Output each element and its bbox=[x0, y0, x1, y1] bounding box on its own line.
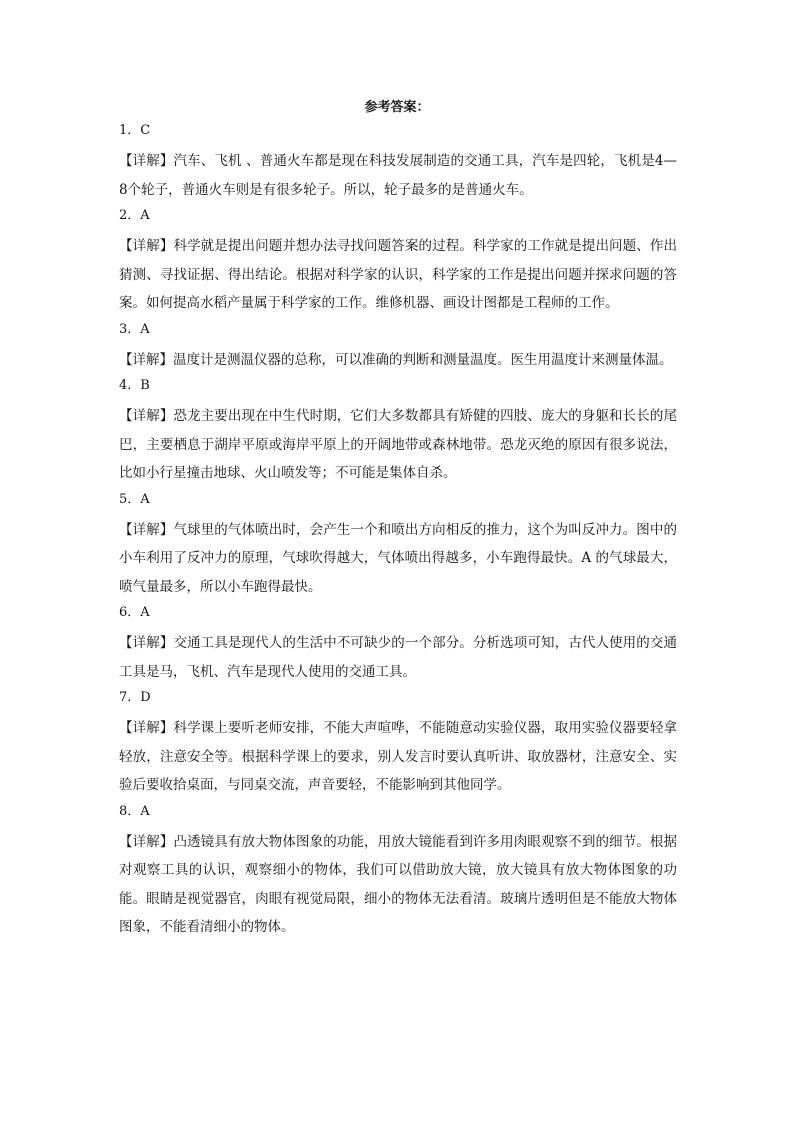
answer-detail bbox=[119, 828, 677, 942]
detail-text: 温度计是测温仪器的总称，可以准确的判断和测量温度。医生用温度计来测量体温。 bbox=[173, 351, 673, 368]
detail-tag: 【详解】 bbox=[119, 720, 174, 736]
detail-text: 气球里的气体喷出时，会产生一个和喷出方向相反的推力，这个为叫反冲力。图中的小车利用了反冲力的原理，气球吹得越大，气体喷出得越多，小车跑得最快。A 的气球最大，喷气量最多，所以小车跑得最快。 bbox=[119, 521, 678, 595]
answer-detail bbox=[119, 402, 677, 488]
answer-list bbox=[119, 120, 677, 943]
detail-tag: 【详解】 bbox=[119, 635, 174, 651]
detail-tag: 【详解】 bbox=[119, 351, 173, 368]
detail-text: 汽车、飞机 、普通火车都是现在科技发展制造的交通工具，汽车是四轮，飞机是4—8个轮子，普通火车则是有很多轮子。所以，轮子最多的是普通火车。 bbox=[119, 153, 677, 198]
detail-text: 凸透镜具有放大物体图象的功能，用放大镜能看到许多用肉眼观察不到的细节。根据对观察工具的认识，观察细小的物体，我们可以借助放大镜，放大镜具有放大物体图象的功能。眼睛是视觉器官，肉眼有视觉局限，细小的物体无法看清。玻璃片透明但是不能放大物体图象，不能看清细小的物体。 bbox=[119, 833, 678, 935]
detail-tag: 【详解】 bbox=[119, 521, 174, 538]
question-number: 7．D bbox=[119, 690, 151, 705]
detail-text: 科学就是提出问题并想办法寻找问题答案的过程。科学家的工作就是提出问题、作出猜测、寻找证据、得出结论。根据对科学家的认识，科学家的工作是提出问题并探求问题的答案。如何提高水稻产量属于科学家的工作。维修机器、画设计图都是工程师的工作。 bbox=[119, 238, 678, 311]
detail-text: 交通工具是现代人的生活中不可缺少的一个部分。分析选项可知，古代人使用的交通工具是马，飞机、汽车是现代人使用的交通工具。 bbox=[119, 635, 678, 680]
answer-detail bbox=[119, 147, 677, 204]
page-title: 参考答案： bbox=[364, 100, 430, 115]
answer-detail bbox=[119, 629, 677, 686]
question-number: 6．A bbox=[119, 605, 150, 620]
question-number: 5．A bbox=[119, 491, 150, 507]
detail-text: 科学课上要听老师安排，不能大声喧哗，不能随意动实验仪器，取用实验仪器要轻拿轻放，注意安全等。根据科学课上的要求，别人发言时要认真听讲、取放器材，注意安全、实验后要收拾桌面，与同桌交流，声音要轻，不能影响到其他同学。 bbox=[119, 720, 678, 793]
question-number: 3．A bbox=[119, 321, 150, 337]
answer-detail bbox=[119, 516, 677, 602]
question-number: 1．C bbox=[119, 123, 151, 138]
detail-tag: 【详解】 bbox=[119, 833, 174, 850]
question-number: 4．B bbox=[119, 378, 150, 393]
answer-detail bbox=[119, 714, 677, 800]
detail-tag: 【详解】 bbox=[119, 408, 174, 424]
question-number: 8．A bbox=[119, 803, 150, 819]
question-number: 2．A bbox=[119, 208, 150, 223]
detail-text: 恐龙主要出现在中生代时期，它们大多数都具有矫健的四肢、庞大的身躯和长长的尾巴，主要栖息于湖岸平原或海岸平原上的开阔地带或森林地带。恐龙灭绝的原因有很多说法，比如小行星撞击地球、火山喷发等；不可能是集体自杀。 bbox=[119, 408, 678, 481]
answer-detail bbox=[119, 232, 677, 318]
detail-tag: 【详解】 bbox=[119, 238, 174, 254]
answer-detail bbox=[119, 346, 677, 375]
detail-tag: 【详解】 bbox=[119, 153, 174, 169]
